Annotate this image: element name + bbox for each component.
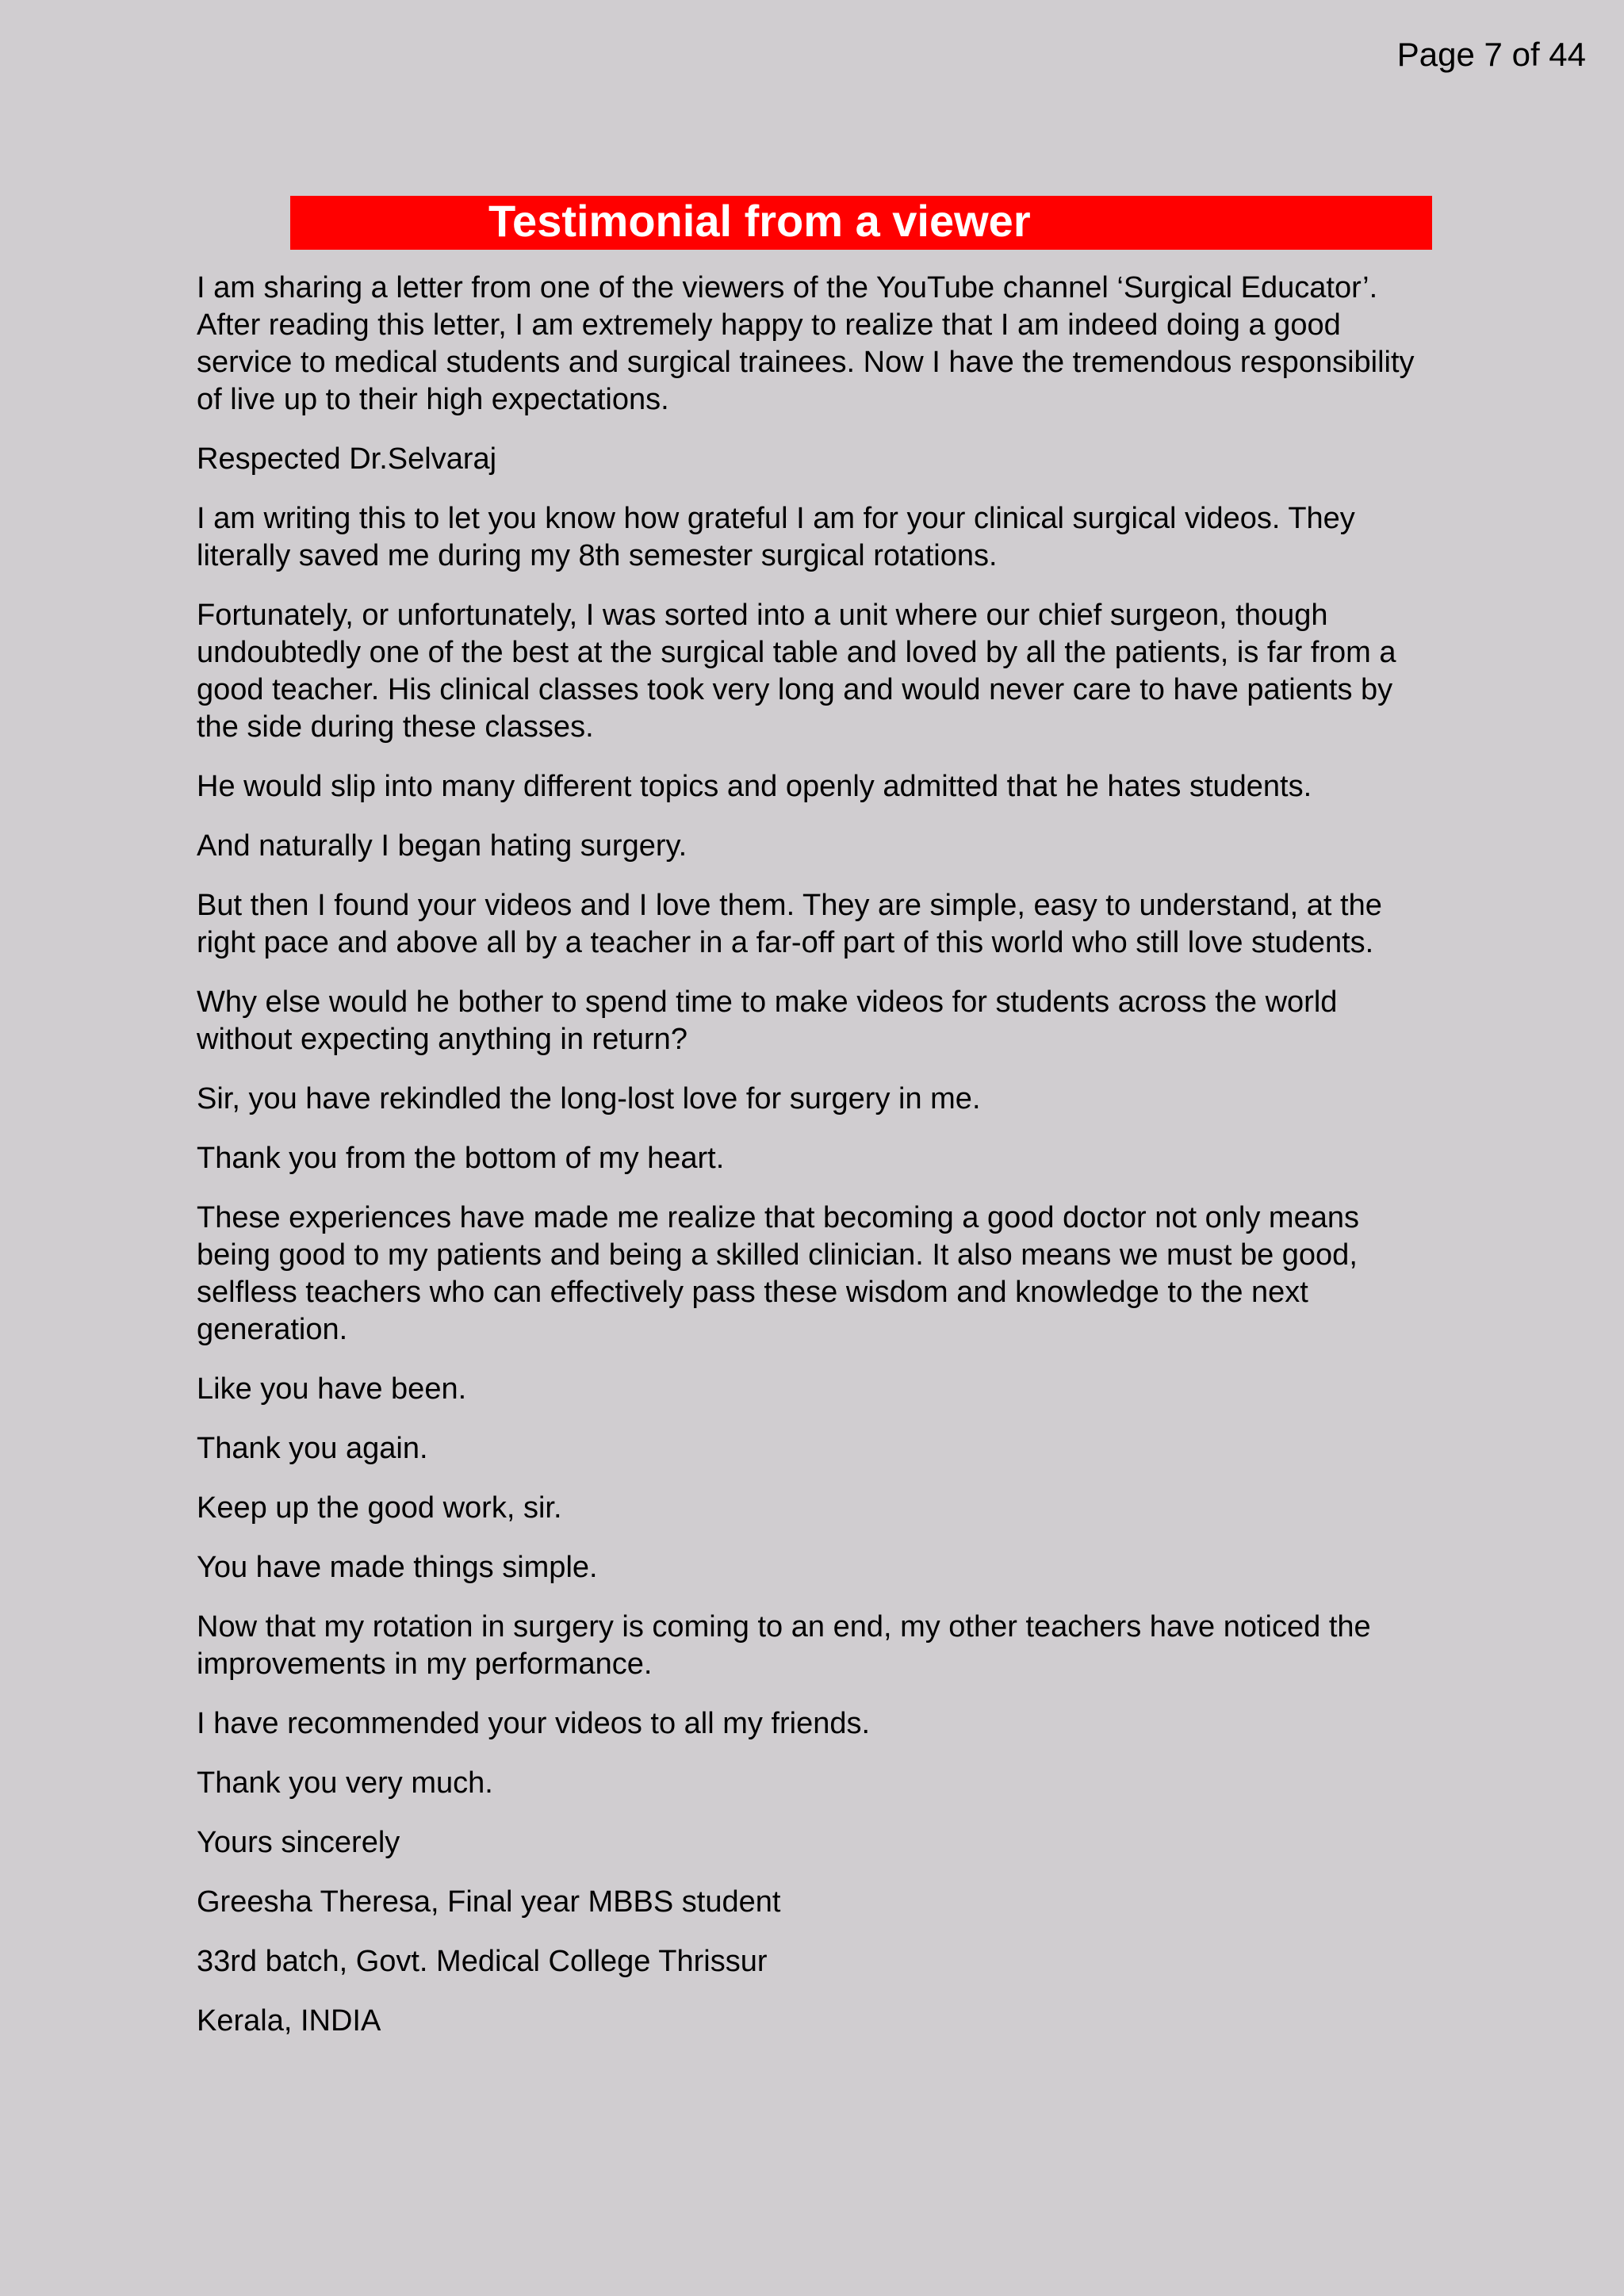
letter-paragraph: Thank you very much. [197,1766,493,1800]
intro-paragraph: I am sharing a letter from one of the viewers of the YouTube channel ‘Surgical Educator’. After reading this letter, I am extremely happy to realize that I am indeed doing a good service to medical students and surgical trainees. Now I have the tremendous responsibility of live up to their high expectations. [197,271,1415,416]
signature-institution: 33rd batch, Govt. Medical College Thrissur [197,1945,768,1978]
closing: Yours sincerely [197,1826,400,1859]
letter-paragraph: Keep up the good work, sir. [197,1491,562,1525]
letter-paragraph: These experiences have made me realize that becoming a good doctor not only means being good to my patients and being a skilled clinician. It also means we must be good, selfless teachers who can effectively pass these wisdom and knowledge to the next generation. [197,1201,1359,1346]
letter-paragraph: Fortunately, or unfortunately, I was sorted into a unit where our chief surgeon, though undoubtedly one of the best at the surgical table and loved by all the patients, is far from a good teacher. His clinical classes took very long and would never care to have patients by the side during these classes. [197,599,1396,744]
page-title: Testimonial from a viewer [488,196,1031,246]
letter-paragraph: I have recommended your videos to all my friends. [197,1707,871,1740]
letter-paragraph: And naturally I began hating surgery. [197,829,688,863]
letter-paragraph: Like you have been. [197,1372,467,1406]
letter-body [197,270,1434,2062]
salutation: Respected Dr.Selvaraj [197,442,497,476]
letter-paragraph: Why else would he bother to spend time to make videos for students across the world without expecting anything in return? [197,985,1338,1056]
signature-location: Kerala, INDIA [197,2004,381,2038]
letter-paragraph: He would slip into many different topics and openly admitted that he hates students. [197,770,1312,803]
letter-paragraph: Thank you from the bottom of my heart. [197,1142,725,1175]
letter-paragraph: Sir, you have rekindled the long-lost love for surgery in me. [197,1082,981,1115]
letter-paragraph: Now that my rotation in surgery is coming to an end, my other teachers have noticed the improvements in my performance. [197,1610,1371,1681]
letter-paragraph: Thank you again. [197,1432,428,1465]
title-banner [290,196,1432,250]
letter-paragraph: You have made things simple. [197,1551,598,1584]
signature-name: Greesha Theresa, Final year MBBS student [197,1885,781,1919]
letter-paragraph: But then I found your videos and I love them. They are simple, easy to understand, at the right pace and above all by a teacher in a far-off part of this world who still love students. [197,889,1382,959]
letter-paragraph: I am writing this to let you know how grateful I am for your clinical surgical videos. They literally saved me during my 8th semester surgical rotations. [197,502,1355,572]
page-number: Page 7 of 44 [1396,36,1586,73]
